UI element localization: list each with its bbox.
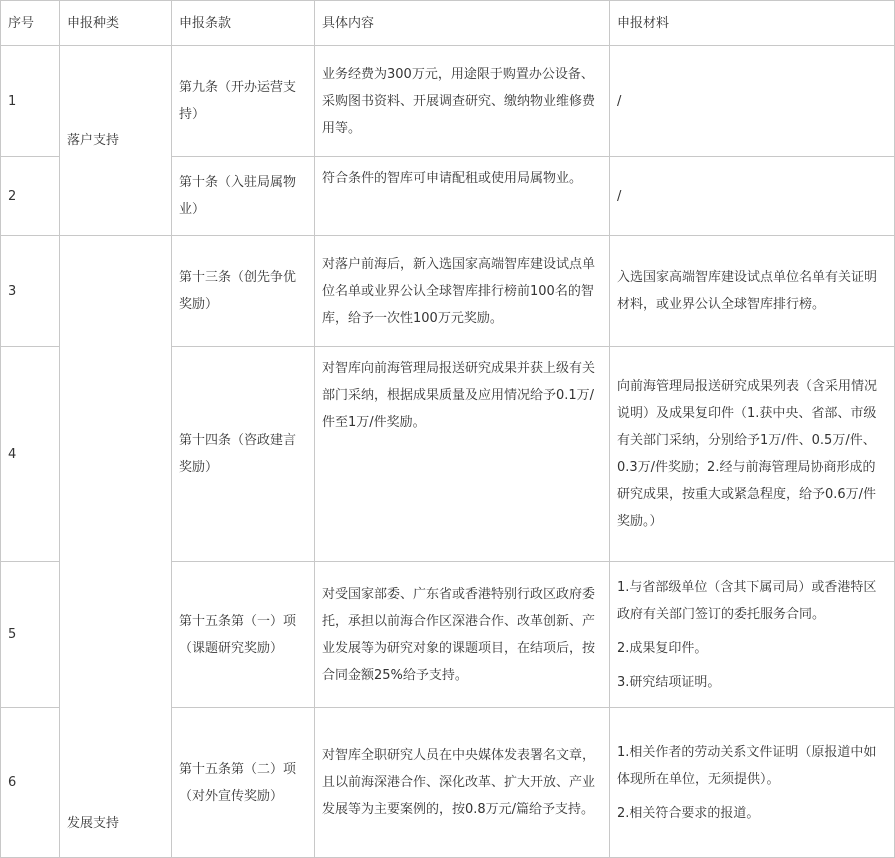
materials-cell [610,708,895,858]
clause-cell: 第九条（开办运营支持） [172,46,315,157]
clause-cell: 第十三条（创先争优奖励） [172,236,315,347]
materials-line: 2.相关符合要求的报道。 [617,805,760,821]
table-row [1,236,895,347]
row-no: 4 [1,347,60,562]
materials-cell: 向前海管理局报送研究成果列表（含采用情况说明）及成果复印件（1.获中央、省部、市级有关部门采纳，分别给予1万/件、0.5万/件、0.3万/件奖励；2.经与前海管理局协商形成的研究成果，按重大或紧急程度，给予0.6万/件奖励。） [610,347,895,562]
header-materials: 申报材料 [610,1,895,46]
content-cell: 对智库向前海管理局报送研究成果并获上级有关部门采纳，根据成果质量及应用情况给予0.1万/件至1万/件奖励。 [315,347,610,562]
header-category: 申报种类 [60,1,172,46]
materials-cell: / [610,46,895,157]
table-header-row [1,1,895,46]
header-content: 具体内容 [315,1,610,46]
clause-cell: 第十五条第（一）项（课题研究奖励） [172,562,315,708]
content-cell: 对智库全职研究人员在中央媒体发表署名文章，且以前海深港合作、深化改革、扩大开放、产业发展等为主要案例的，按0.8万元/篇给予支持。 [315,708,610,858]
content-cell: 符合条件的智库可申请配租或使用局属物业。 [315,157,610,236]
row-no: 3 [1,236,60,347]
row-no: 6 [1,708,60,858]
header-clause: 申报条款 [172,1,315,46]
clause-cell: 第十条（入驻局属物业） [172,157,315,236]
table-row [1,46,895,157]
content-cell: 对受国家部委、广东省或香港特别行政区政府委托，承担以前海合作区深港合作、改革创新、产业发展等为研究对象的课题项目，在结项后，按合同金额25%给予支持。 [315,562,610,708]
content-cell: 业务经费为300万元，用途限于购置办公设备、采购图书资料、开展调查研究、缴纳物业维修费用等。 [315,46,610,157]
row-no: 2 [1,157,60,236]
row-no: 1 [1,46,60,157]
materials-cell: / [610,157,895,236]
materials-cell: 入选国家高端智库建设试点单位名单有关证明材料，或业界公认全球智库排行榜。 [610,236,895,347]
header-no: 序号 [1,1,60,46]
content-cell: 对落户前海后，新入选国家高端智库建设试点单位名单或业界公认全球智库排行榜前100名的智库，给予一次性100万元奖励。 [315,236,610,347]
materials-cell [610,562,895,708]
row-no: 5 [1,562,60,708]
materials-line: 1.与省部级单位（含其下属司局）或香港特区政府有关部门签订的委托服务合同。 [617,579,877,622]
materials-line: 1.相关作者的劳动关系文件证明（原报道中如体现所在单位，无须提供）。 [617,744,877,787]
materials-line: 3.研究结项证明。 [617,674,721,690]
category-cell: 落户支持 [60,46,172,236]
clause-cell: 第十五条第（二）项（对外宣传奖励） [172,708,315,858]
category-cell: 发展支持 [60,236,172,858]
materials-line: 2.成果复印件。 [617,640,708,656]
clause-cell: 第十四条（咨政建言奖励） [172,347,315,562]
